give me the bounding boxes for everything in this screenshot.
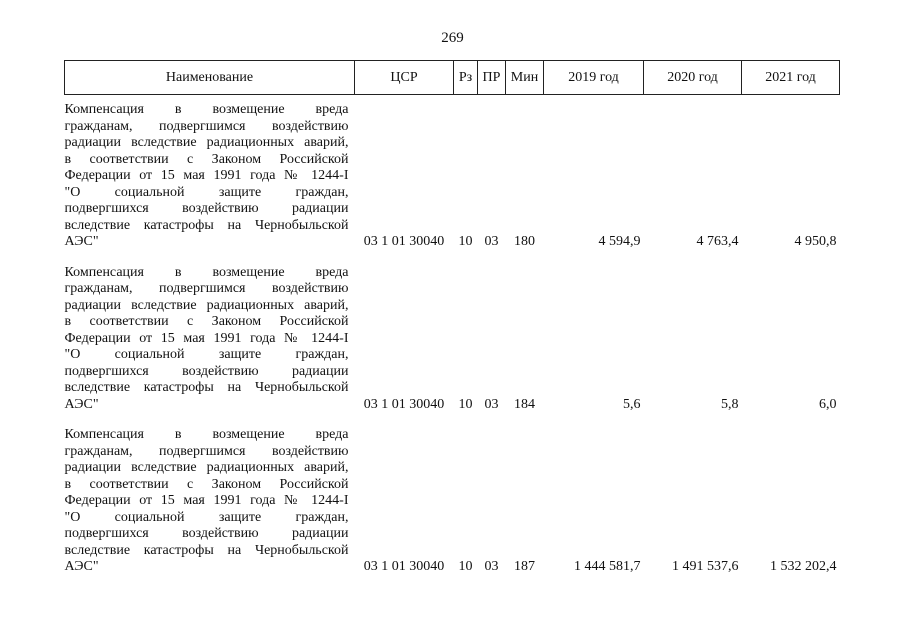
name-line: вследствие катастрофы на Чернобыльской	[64, 217, 349, 233]
name-line: радиации вследствие радиационных аварий,	[64, 135, 349, 150]
name-line: в соответствии с Законом Российской	[64, 476, 349, 492]
row-2021-cell: 1 532 202,4	[770, 559, 837, 574]
row-2020-cell: 1 491 537,6	[672, 559, 739, 574]
name-line: Компенсация в возмещение вреда	[64, 427, 349, 442]
header-csr: ЦСР	[355, 61, 454, 95]
name-line: Федерации от 15 мая 1991 года № 1244-I	[64, 330, 349, 346]
row-2020-cell: 4 763,4	[696, 234, 739, 249]
row-rz-cell: 10	[458, 396, 473, 412]
row-rz-cell: 10	[458, 559, 473, 574]
name-line: АЭС"	[64, 396, 99, 412]
name-line: вследствие катастрофы на Чернобыльской	[64, 542, 349, 558]
row-pr-cell: 03	[484, 234, 499, 249]
name-line: АЭС"	[64, 234, 99, 249]
row-min-cell: 184	[514, 396, 535, 412]
row-pr-cell: 03	[484, 559, 499, 574]
row-csr-cell: 03 1 01 30040	[363, 559, 445, 574]
row-2019-cell: 5,6	[623, 396, 641, 412]
name-line: подвергшихся воздействию радиации	[64, 526, 349, 541]
name-line: гражданам, подвергшимся воздействию	[64, 118, 349, 134]
header-2020: 2020 год	[644, 61, 742, 95]
name-line: Компенсация в возмещение вреда	[64, 264, 349, 280]
row-min-cell: 187	[514, 559, 535, 574]
name-line: "О социальной защите граждан,	[64, 347, 349, 362]
table-row	[65, 252, 840, 415]
budget-table	[64, 60, 840, 577]
name-line: гражданам, подвергшимся воздействию	[64, 443, 349, 459]
header-name: Наименование	[65, 61, 355, 95]
page-number: 269	[441, 30, 464, 46]
name-line: Федерации от 15 мая 1991 года № 1244-I	[64, 168, 349, 183]
header-2021: 2021 год	[742, 61, 840, 95]
row-csr-cell: 03 1 01 30040	[363, 234, 445, 249]
name-line: в соответствии с Законом Российской	[64, 151, 349, 167]
name-line: радиации вследствие радиационных аварий,	[64, 460, 349, 475]
header-2019: 2019 год	[544, 61, 644, 95]
name-line: радиации вследствие радиационных аварий,	[64, 297, 349, 313]
row-2019-cell: 1 444 581,7	[574, 559, 641, 574]
row-2019-cell: 4 594,9	[598, 234, 641, 249]
name-line: подвергшихся воздействию радиации	[64, 201, 349, 216]
name-line: "О социальной защите граждан,	[64, 509, 349, 525]
row-2021-cell: 4 950,8	[794, 234, 837, 249]
header-pr: ПР	[478, 61, 506, 95]
row-pr-cell: 03	[484, 396, 499, 412]
row-2021-cell: 6,0	[819, 396, 837, 412]
table-header-row	[65, 61, 840, 95]
name-line: "О социальной защите граждан,	[64, 184, 349, 200]
row-csr-cell: 03 1 01 30040	[363, 396, 445, 412]
row-name-cell	[65, 95, 355, 252]
header-min: Мин	[506, 61, 544, 95]
name-line: подвергшихся воздействию радиации	[64, 363, 349, 379]
name-line: АЭС"	[64, 559, 99, 574]
name-line: Федерации от 15 мая 1991 года № 1244-I	[64, 493, 349, 508]
table-row	[65, 95, 840, 252]
row-name-cell	[65, 414, 355, 577]
name-line: вследствие катастрофы на Чернобыльской	[64, 380, 349, 395]
row-rz-cell: 10	[458, 234, 473, 249]
table-row	[65, 414, 840, 577]
name-line: Компенсация в возмещение вреда	[64, 102, 349, 117]
row-name-cell	[65, 252, 355, 415]
row-2020-cell: 5,8	[721, 396, 739, 412]
name-line: гражданам, подвергшимся воздействию	[64, 281, 349, 296]
header-rz: Рз	[454, 61, 478, 95]
row-min-cell: 180	[514, 234, 535, 249]
name-line: в соответствии с Законом Российской	[64, 314, 349, 329]
